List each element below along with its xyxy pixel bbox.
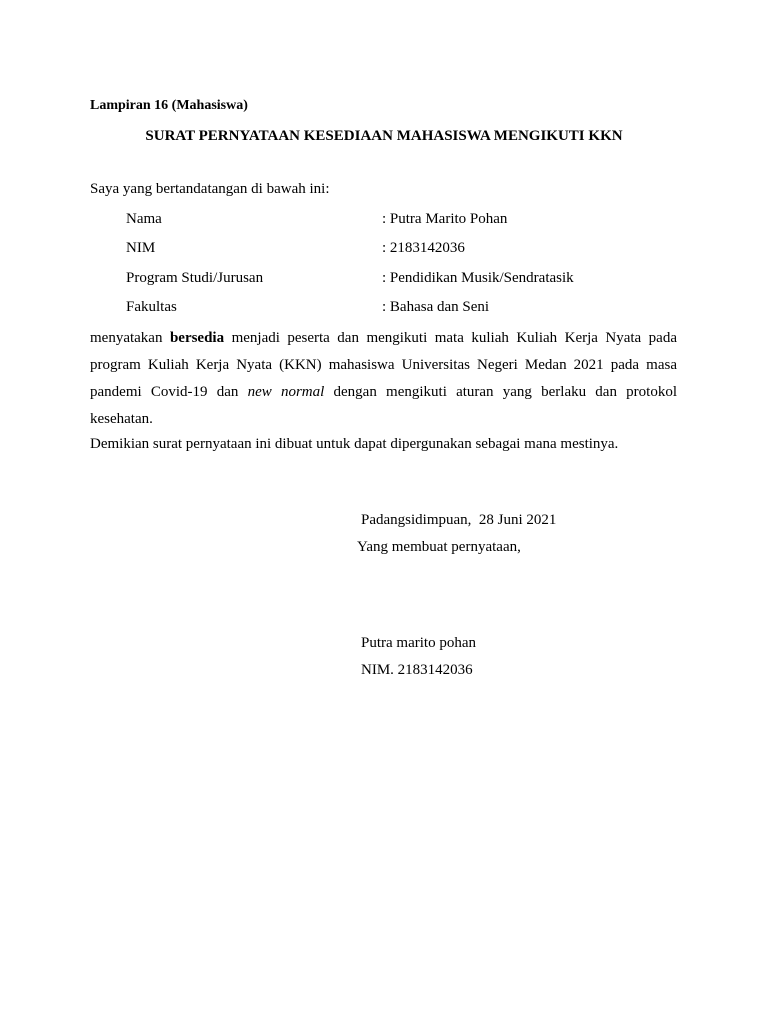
- document-title: SURAT PERNYATAAN KESEDIAAN MAHASISWA MENGIKUTI KKN: [145, 128, 623, 144]
- statement-italic-phrase: new normal: [247, 384, 325, 400]
- statement-part-3: dengan mengikuti aturan yang berlaku dan protokol kesehatan.: [90, 384, 677, 427]
- closing-sentence: Demikian surat pernyataan ini dibuat untuk dapat dipergunakan sebagai mana mestinya.: [90, 436, 619, 452]
- field-value-nama: : Putra Marito Pohan: [382, 211, 508, 227]
- field-value-program-studi: : Pendidikan Musik/Sendratasik: [382, 270, 574, 286]
- field-label-nim: NIM: [126, 240, 156, 256]
- field-label-nama: Nama: [126, 211, 162, 227]
- signatory-nim: NIM. 2183142036: [361, 662, 473, 678]
- attachment-label: Lampiran 16 (Mahasiswa): [90, 98, 248, 113]
- intro-text: Saya yang bertandatangan di bawah ini:: [90, 181, 330, 197]
- statement-bold-word: bersedia: [169, 330, 225, 346]
- statement-paragraph: [90, 325, 677, 433]
- place-and-date: Padangsidimpuan, 28 Juni 2021: [361, 512, 557, 528]
- field-label-program-studi: Program Studi/Jurusan: [126, 270, 264, 286]
- statement-part-1: menyatakan: [90, 330, 170, 346]
- field-label-fakultas: Fakultas: [126, 299, 177, 315]
- statement-part-2: menjadi peserta dan mengikuti mata kuliah Kuliah Kerja Nyata pada program Kuliah Kerja Nyata (KKN) mahasiswa Universitas Negeri Medan 2021 pada masa pandemi Covid-19 dan: [90, 330, 677, 400]
- signatory-caption: Yang membuat pernyataan,: [357, 539, 521, 555]
- signatory-name: Putra marito pohan: [361, 635, 476, 651]
- field-value-nim: : 2183142036: [382, 240, 465, 256]
- field-value-fakultas: : Bahasa dan Seni: [382, 299, 490, 315]
